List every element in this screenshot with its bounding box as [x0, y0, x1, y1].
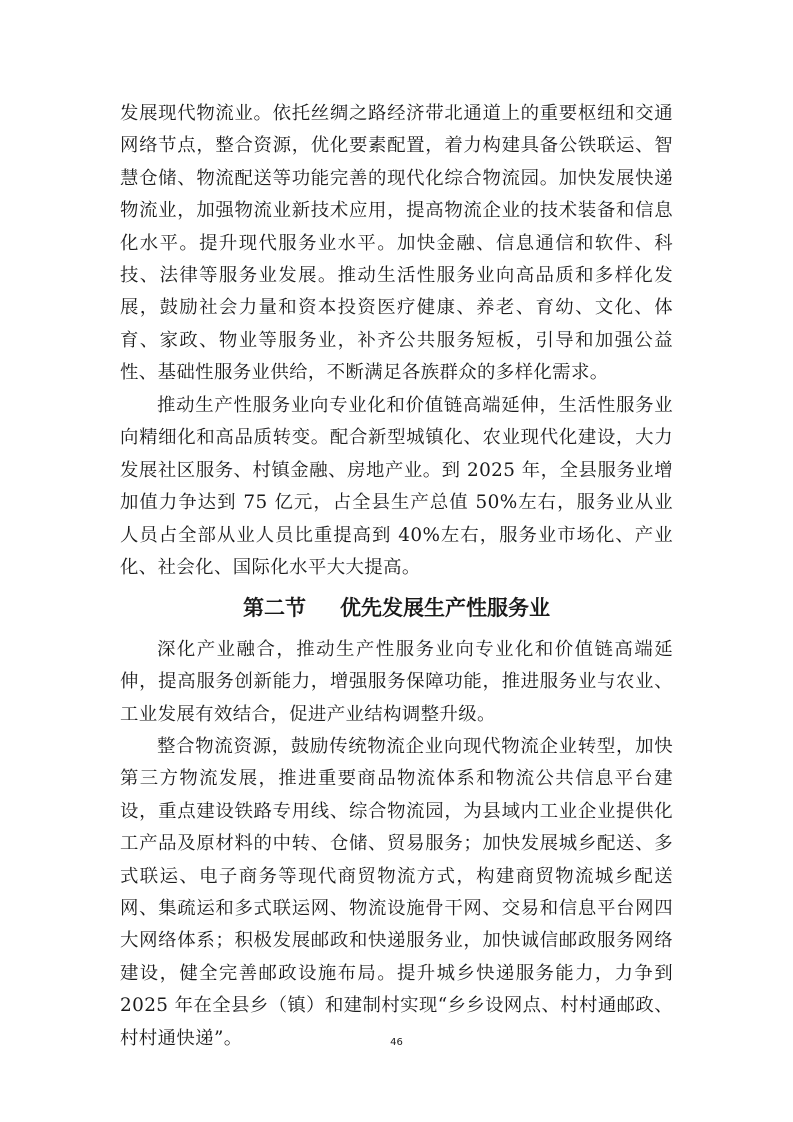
paragraph-4: 整合物流资源，鼓励传统物流企业向现代物流企业转型，加快第三方物流发展，推进重要商品物流体系和物流公共信息平台建设，重点建设铁路专用线、综合物流园，为县域内工业企业提供化工产品及原材料的中转、仓储、贸易服务；加快发展城乡配送、多式联运、电子商务等现代商贸物流方式，构建商贸物流城乡配送网、集疏运和多式联运网、物流设施骨干网、交易和信息平台网四大网络体系；积极发展邮政和快递服务业，加快诚信邮政服务网络建设，健全完善邮政设施布局。提升城乡快递服务能力，力争到 2025 年在全县乡（镇）和建制村实现“乡乡设网点、村村通邮政、村村通快递”。: [120, 736, 674, 1049]
paragraph-3: 深化产业融合，推动生产性服务业向专业化和价值链高端延伸，提高服务创新能力，增强服务保障功能，推进服务业与农业、工业发展有效结合，促进产业结构调整升级。: [120, 639, 673, 725]
paragraph-1: 发展现代物流业。依托丝绸之路经济带北通道上的重要枢纽和交通网络节点，整合资源，优化要素配置，着力构建具备公铁联运、智慧仓储、物流配送等功能完善的现代化综合物流园。加快发展快递物流业，加强物流业新技术应用，提高物流企业的技术装备和信息化水平。提升现代服务业水平。加快金融、信息通信和软件、科技、法律等服务业发展。推动生活性服务业向高品质和多样化发展，鼓励社会力量和资本投资医疗健康、养老、育幼、文化、体育、家政、物业等服务业，补齐公共服务短板，引导和加强公益性、基础性服务业供给，不断满足各族群众的多样化需求。: [120, 103, 673, 384]
section-heading: [0, 590, 793, 626]
section-title: 优先发展生产性服务业: [340, 596, 550, 620]
page-number: 46: [390, 1037, 403, 1048]
paragraph-2: 推动生产性服务业向专业化和价值链高端延伸，生活性服务业向精细化和高品质转变。配合新型城镇化、农业现代化建设，大力发展社区服务、村镇金融、房地产业。到 2025 年，全县服务业增加值力争达到 75 亿元，占全县生产总值 50%左右，服务业从业人员占全部从业人员比重提高到 40%左右，服务业市场化、产业化、社会化、国际化水平大大提高。: [120, 395, 673, 579]
section-number: 第二节: [243, 596, 306, 620]
